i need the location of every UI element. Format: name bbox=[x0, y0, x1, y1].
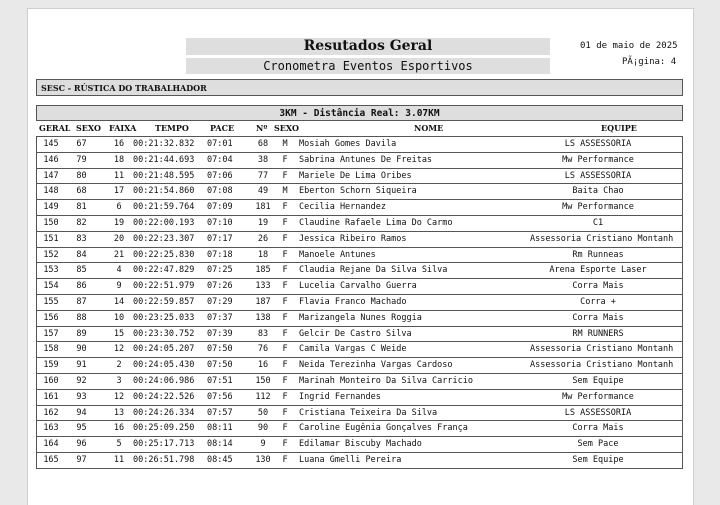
event-name: SESC - RÚSTICA DO TRABALHADOR bbox=[36, 79, 683, 96]
cell-sexo: 81 bbox=[76, 202, 87, 213]
cell-nome: Neida Terezinha Vargas Cardoso bbox=[299, 360, 453, 371]
cell-geral: 146 bbox=[43, 154, 59, 165]
cell-sexo: 68 bbox=[76, 186, 87, 197]
cell-sexo: 96 bbox=[76, 439, 87, 450]
cell-geral: 159 bbox=[43, 360, 59, 371]
cell-geral: 145 bbox=[43, 139, 59, 149]
cell-faixa: 12 bbox=[113, 344, 125, 355]
cell-sexo: 95 bbox=[76, 423, 87, 434]
cell-geral: 163 bbox=[43, 423, 59, 434]
cell-num: 181 bbox=[255, 202, 271, 213]
cell-pace: 08:14 bbox=[207, 439, 233, 450]
col-nome: NOME bbox=[414, 123, 444, 133]
col-num: Nº bbox=[256, 123, 268, 133]
cell-sexo: 67 bbox=[76, 139, 87, 149]
cell-faixa: 6 bbox=[116, 202, 122, 213]
col-sexo-2: SEXO bbox=[274, 123, 299, 133]
cell-faixa: 4 bbox=[116, 265, 122, 276]
cell-equipe: Sem Equipe bbox=[572, 454, 624, 465]
cell-tempo: 00:21:54.860 bbox=[133, 186, 195, 197]
cell-tempo: 00:24:05.207 bbox=[133, 344, 195, 355]
table-row bbox=[37, 406, 682, 422]
table-row bbox=[37, 200, 682, 216]
cell-tempo: 00:22:47.829 bbox=[133, 265, 195, 276]
cell-sx: F bbox=[282, 281, 288, 292]
cell-sx: F bbox=[282, 454, 288, 465]
cell-pace: 07:50 bbox=[207, 360, 233, 371]
cell-tempo: 00:22:51.979 bbox=[133, 281, 195, 292]
cell-sexo: 93 bbox=[76, 391, 87, 402]
cell-nome: Mosiah Gomes Davila bbox=[299, 139, 397, 149]
cell-geral: 165 bbox=[43, 454, 59, 465]
cell-num: 130 bbox=[255, 454, 271, 465]
cell-geral: 152 bbox=[43, 249, 59, 260]
table-row bbox=[37, 137, 682, 153]
cell-sx: F bbox=[282, 439, 288, 450]
cell-num: 18 bbox=[257, 249, 269, 260]
col-equipe: EQUIPE bbox=[601, 123, 637, 133]
cell-pace: 07:51 bbox=[207, 375, 233, 386]
table-row bbox=[37, 184, 682, 200]
cell-sexo: 97 bbox=[76, 454, 87, 465]
cell-num: 16 bbox=[257, 360, 269, 371]
cell-sexo: 88 bbox=[76, 312, 87, 323]
table-row bbox=[37, 437, 682, 453]
cell-faixa: 10 bbox=[113, 312, 125, 323]
cell-sx: F bbox=[282, 407, 288, 418]
table-row bbox=[37, 263, 682, 279]
cell-geral: 151 bbox=[43, 233, 59, 244]
cell-nome: Cecilia Hernandez bbox=[299, 202, 386, 213]
cell-geral: 156 bbox=[43, 312, 59, 323]
cell-num: 68 bbox=[257, 139, 269, 149]
cell-sexo: 85 bbox=[76, 265, 87, 276]
cell-sx: M bbox=[282, 186, 288, 197]
cell-tempo: 00:25:09.250 bbox=[133, 423, 195, 434]
cell-nome: Marizangela Nunes Roggia bbox=[299, 312, 422, 323]
cell-num: 90 bbox=[257, 423, 269, 434]
cell-equipe: Corra Mais bbox=[572, 423, 624, 434]
cell-tempo: 00:22:00.193 bbox=[133, 217, 195, 228]
page-top-border bbox=[28, 8, 693, 9]
cell-num: 9 bbox=[260, 439, 266, 450]
cell-equipe: Assessoria Cristiano Montanh bbox=[530, 344, 674, 355]
cell-sx: F bbox=[282, 265, 288, 276]
cell-equipe: Assessoria Cristiano Montanh bbox=[530, 360, 674, 371]
cell-faixa: 12 bbox=[113, 391, 125, 402]
cell-tempo: 00:23:25.033 bbox=[133, 312, 195, 323]
cell-tempo: 00:22:23.307 bbox=[133, 233, 195, 244]
cell-geral: 160 bbox=[43, 375, 59, 386]
cell-sx: F bbox=[282, 312, 288, 323]
cell-equipe: Mw Performance bbox=[562, 391, 634, 402]
table-row bbox=[37, 216, 682, 232]
cell-sx: F bbox=[282, 375, 288, 386]
cell-num: 19 bbox=[257, 217, 269, 228]
cell-sx: F bbox=[282, 233, 288, 244]
cell-tempo: 00:22:59.857 bbox=[133, 296, 195, 307]
cell-sexo: 91 bbox=[76, 360, 87, 371]
cell-faixa: 5 bbox=[116, 439, 122, 450]
cell-equipe: C1 bbox=[592, 217, 604, 228]
cell-geral: 154 bbox=[43, 281, 59, 292]
cell-equipe: Assessoria Cristiano Montanh bbox=[530, 233, 674, 244]
cell-sexo: 87 bbox=[76, 296, 87, 307]
cell-sx: F bbox=[282, 249, 288, 260]
cell-faixa: 20 bbox=[113, 233, 125, 244]
cell-pace: 07:50 bbox=[207, 344, 233, 355]
col-pace: PACE bbox=[210, 123, 235, 133]
cell-sexo: 90 bbox=[76, 344, 87, 355]
cell-pace: 07:37 bbox=[207, 312, 233, 323]
cell-pace: 08:11 bbox=[207, 423, 233, 434]
cell-sexo: 83 bbox=[76, 233, 87, 244]
cell-nome: Camila Vargas C Weide bbox=[299, 344, 407, 355]
cell-faixa: 16 bbox=[113, 139, 125, 149]
cell-pace: 07:56 bbox=[207, 391, 233, 402]
cell-num: 50 bbox=[257, 407, 269, 418]
cell-pace: 07:06 bbox=[207, 170, 233, 181]
cell-tempo: 00:24:06.986 bbox=[133, 375, 195, 386]
cell-geral: 157 bbox=[43, 328, 59, 339]
cell-tempo: 00:24:22.526 bbox=[133, 391, 195, 402]
cell-nome: Jessica Ribeiro Ramos bbox=[299, 233, 407, 244]
cell-equipe: RM RUNNERS bbox=[572, 328, 624, 339]
cell-equipe: Corra + bbox=[580, 296, 616, 307]
cell-faixa: 16 bbox=[113, 423, 125, 434]
table-row bbox=[37, 232, 682, 248]
col-faixa: FAIXA bbox=[109, 123, 137, 133]
cell-pace: 07:04 bbox=[207, 154, 233, 165]
table-row bbox=[37, 390, 682, 406]
cell-nome: Claudia Rejane Da Silva Silva bbox=[299, 265, 448, 276]
table-row bbox=[37, 374, 682, 390]
cell-pace: 07:01 bbox=[207, 139, 233, 149]
cell-sexo: 79 bbox=[76, 154, 87, 165]
results-table bbox=[36, 136, 683, 469]
cell-pace: 07:09 bbox=[207, 202, 233, 213]
cell-geral: 153 bbox=[43, 265, 59, 276]
col-sexo: SEXO bbox=[76, 123, 101, 133]
cell-num: 77 bbox=[257, 170, 269, 181]
cell-geral: 147 bbox=[43, 170, 59, 181]
table-row bbox=[37, 327, 682, 343]
cell-equipe: Sem Pace bbox=[577, 439, 619, 450]
cell-num: 185 bbox=[255, 265, 271, 276]
cell-num: 38 bbox=[257, 154, 269, 165]
cell-faixa: 2 bbox=[116, 360, 122, 371]
results-page bbox=[27, 8, 694, 505]
cell-pace: 07:25 bbox=[207, 265, 233, 276]
cell-tempo: 00:21:44.693 bbox=[133, 154, 195, 165]
cell-equipe: Mw Performance bbox=[562, 202, 634, 213]
cell-tempo: 00:23:30.752 bbox=[133, 328, 195, 339]
cell-sx: F bbox=[282, 391, 288, 402]
cell-pace: 07:29 bbox=[207, 296, 233, 307]
cell-equipe: Sem Equipe bbox=[572, 375, 624, 386]
cell-sexo: 92 bbox=[76, 375, 87, 386]
cell-nome: Edilamar Biscuby Machado bbox=[299, 439, 422, 450]
cell-equipe: LS ASSESSORIA bbox=[564, 170, 632, 181]
cell-sx: F bbox=[282, 202, 288, 213]
cell-geral: 148 bbox=[43, 186, 59, 197]
cell-tempo: 00:22:25.830 bbox=[133, 249, 195, 260]
cell-equipe: Rm Runneas bbox=[572, 249, 624, 260]
cell-faixa: 9 bbox=[116, 281, 122, 292]
cell-sx: M bbox=[282, 139, 288, 149]
cell-faixa: 21 bbox=[113, 249, 125, 260]
cell-pace: 07:17 bbox=[207, 233, 233, 244]
cell-sexo: 86 bbox=[76, 281, 87, 292]
cell-faixa: 11 bbox=[113, 170, 125, 181]
cell-tempo: 00:24:05.430 bbox=[133, 360, 195, 371]
cell-num: 133 bbox=[255, 281, 271, 292]
cell-faixa: 15 bbox=[113, 328, 125, 339]
cell-num: 112 bbox=[255, 391, 271, 402]
table-row bbox=[37, 169, 682, 185]
cell-nome: Mariele De Lima Oribes bbox=[299, 170, 412, 181]
col-geral: GERAL bbox=[39, 123, 71, 133]
cell-nome: Marinah Monteiro Da Silva Carricio bbox=[299, 375, 473, 386]
cell-nome: Claudine Rafaele Lima Do Carmo bbox=[299, 217, 453, 228]
cell-equipe: Corra Mais bbox=[572, 281, 624, 292]
report-subtitle: Cronometra Eventos Esportivos bbox=[186, 58, 550, 74]
distance-banner: 3KM - Distância Real: 3.07KM bbox=[36, 105, 683, 121]
table-row bbox=[37, 342, 682, 358]
cell-pace: 07:57 bbox=[207, 407, 233, 418]
cell-tempo: 00:21:59.764 bbox=[133, 202, 195, 213]
cell-faixa: 17 bbox=[113, 186, 125, 197]
table-row bbox=[37, 279, 682, 295]
cell-sx: F bbox=[282, 217, 288, 228]
cell-pace: 07:39 bbox=[207, 328, 233, 339]
cell-sx: F bbox=[282, 296, 288, 307]
table-row bbox=[37, 311, 682, 327]
cell-sx: F bbox=[282, 154, 288, 165]
cell-num: 187 bbox=[255, 296, 271, 307]
cell-nome: Manoele Antunes bbox=[299, 249, 376, 260]
cell-nome: Cristiana Teixeira Da Silva bbox=[299, 407, 438, 418]
table-row bbox=[37, 248, 682, 264]
cell-sx: F bbox=[282, 360, 288, 371]
cell-sexo: 82 bbox=[76, 217, 87, 228]
cell-num: 138 bbox=[255, 312, 271, 323]
cell-faixa: 3 bbox=[116, 375, 122, 386]
cell-sx: F bbox=[282, 170, 288, 181]
cell-pace: 07:10 bbox=[207, 217, 233, 228]
table-row bbox=[37, 358, 682, 374]
cell-geral: 150 bbox=[43, 217, 59, 228]
cell-num: 150 bbox=[255, 375, 271, 386]
cell-sexo: 80 bbox=[76, 170, 87, 181]
cell-faixa: 11 bbox=[113, 454, 125, 465]
cell-equipe: Arena Esporte Laser bbox=[549, 265, 647, 276]
cell-nome: Lucelia Carvalho Guerra bbox=[299, 281, 417, 292]
cell-faixa: 19 bbox=[113, 217, 125, 228]
cell-geral: 162 bbox=[43, 407, 59, 418]
cell-tempo: 00:25:17.713 bbox=[133, 439, 195, 450]
cell-pace: 07:18 bbox=[207, 249, 233, 260]
cell-tempo: 00:26:51.798 bbox=[133, 454, 195, 465]
cell-sx: F bbox=[282, 328, 288, 339]
cell-equipe: LS ASSESSORIA bbox=[564, 407, 632, 418]
cell-nome: Ingrid Fernandes bbox=[299, 391, 381, 402]
cell-num: 83 bbox=[257, 328, 269, 339]
report-title: Resutados Geral bbox=[186, 38, 550, 55]
cell-tempo: 00:24:26.334 bbox=[133, 407, 195, 418]
cell-nome: Eberton Schorn Siqueira bbox=[299, 186, 417, 197]
cell-equipe: Baita Chao bbox=[572, 186, 624, 197]
cell-tempo: 00:21:48.595 bbox=[133, 170, 195, 181]
cell-geral: 158 bbox=[43, 344, 59, 355]
cell-faixa: 13 bbox=[113, 407, 125, 418]
cell-nome: Caroline Eugênia Gonçalves França bbox=[299, 423, 468, 434]
cell-equipe: Corra Mais bbox=[572, 312, 624, 323]
table-row bbox=[37, 295, 682, 311]
report-date: 01 de maio de 2025 bbox=[580, 41, 678, 51]
cell-faixa: 14 bbox=[113, 296, 125, 307]
cell-tempo: 00:21:32.832 bbox=[133, 139, 195, 149]
table-row bbox=[37, 153, 682, 169]
cell-sx: F bbox=[282, 423, 288, 434]
cell-num: 26 bbox=[257, 233, 269, 244]
col-tempo: TEMPO bbox=[155, 123, 189, 133]
cell-faixa: 18 bbox=[113, 154, 125, 165]
cell-pace: 08:45 bbox=[207, 454, 233, 465]
table-row bbox=[37, 453, 682, 469]
cell-num: 49 bbox=[257, 186, 269, 197]
cell-sx: F bbox=[282, 344, 288, 355]
cell-nome: Luana Gmelli Pereira bbox=[299, 454, 402, 465]
cell-sexo: 94 bbox=[76, 407, 87, 418]
cell-equipe: Mw Performance bbox=[562, 154, 634, 165]
cell-sexo: 84 bbox=[76, 249, 87, 260]
cell-geral: 161 bbox=[43, 391, 59, 402]
cell-geral: 149 bbox=[43, 202, 59, 213]
cell-geral: 164 bbox=[43, 439, 59, 450]
cell-sexo: 89 bbox=[76, 328, 87, 339]
cell-nome: Gelcir De Castro Silva bbox=[299, 328, 412, 339]
page-number: PÃ¡gina: 4 bbox=[622, 57, 677, 67]
table-row bbox=[37, 421, 682, 437]
cell-equipe: LS ASSESSORIA bbox=[564, 139, 632, 149]
cell-geral: 155 bbox=[43, 296, 59, 307]
cell-pace: 07:26 bbox=[207, 281, 233, 292]
cell-num: 76 bbox=[257, 344, 269, 355]
cell-nome: Sabrina Antunes De Freitas bbox=[299, 154, 433, 165]
cell-nome: Flavia Franco Machado bbox=[299, 296, 407, 307]
cell-pace: 07:08 bbox=[207, 186, 233, 197]
